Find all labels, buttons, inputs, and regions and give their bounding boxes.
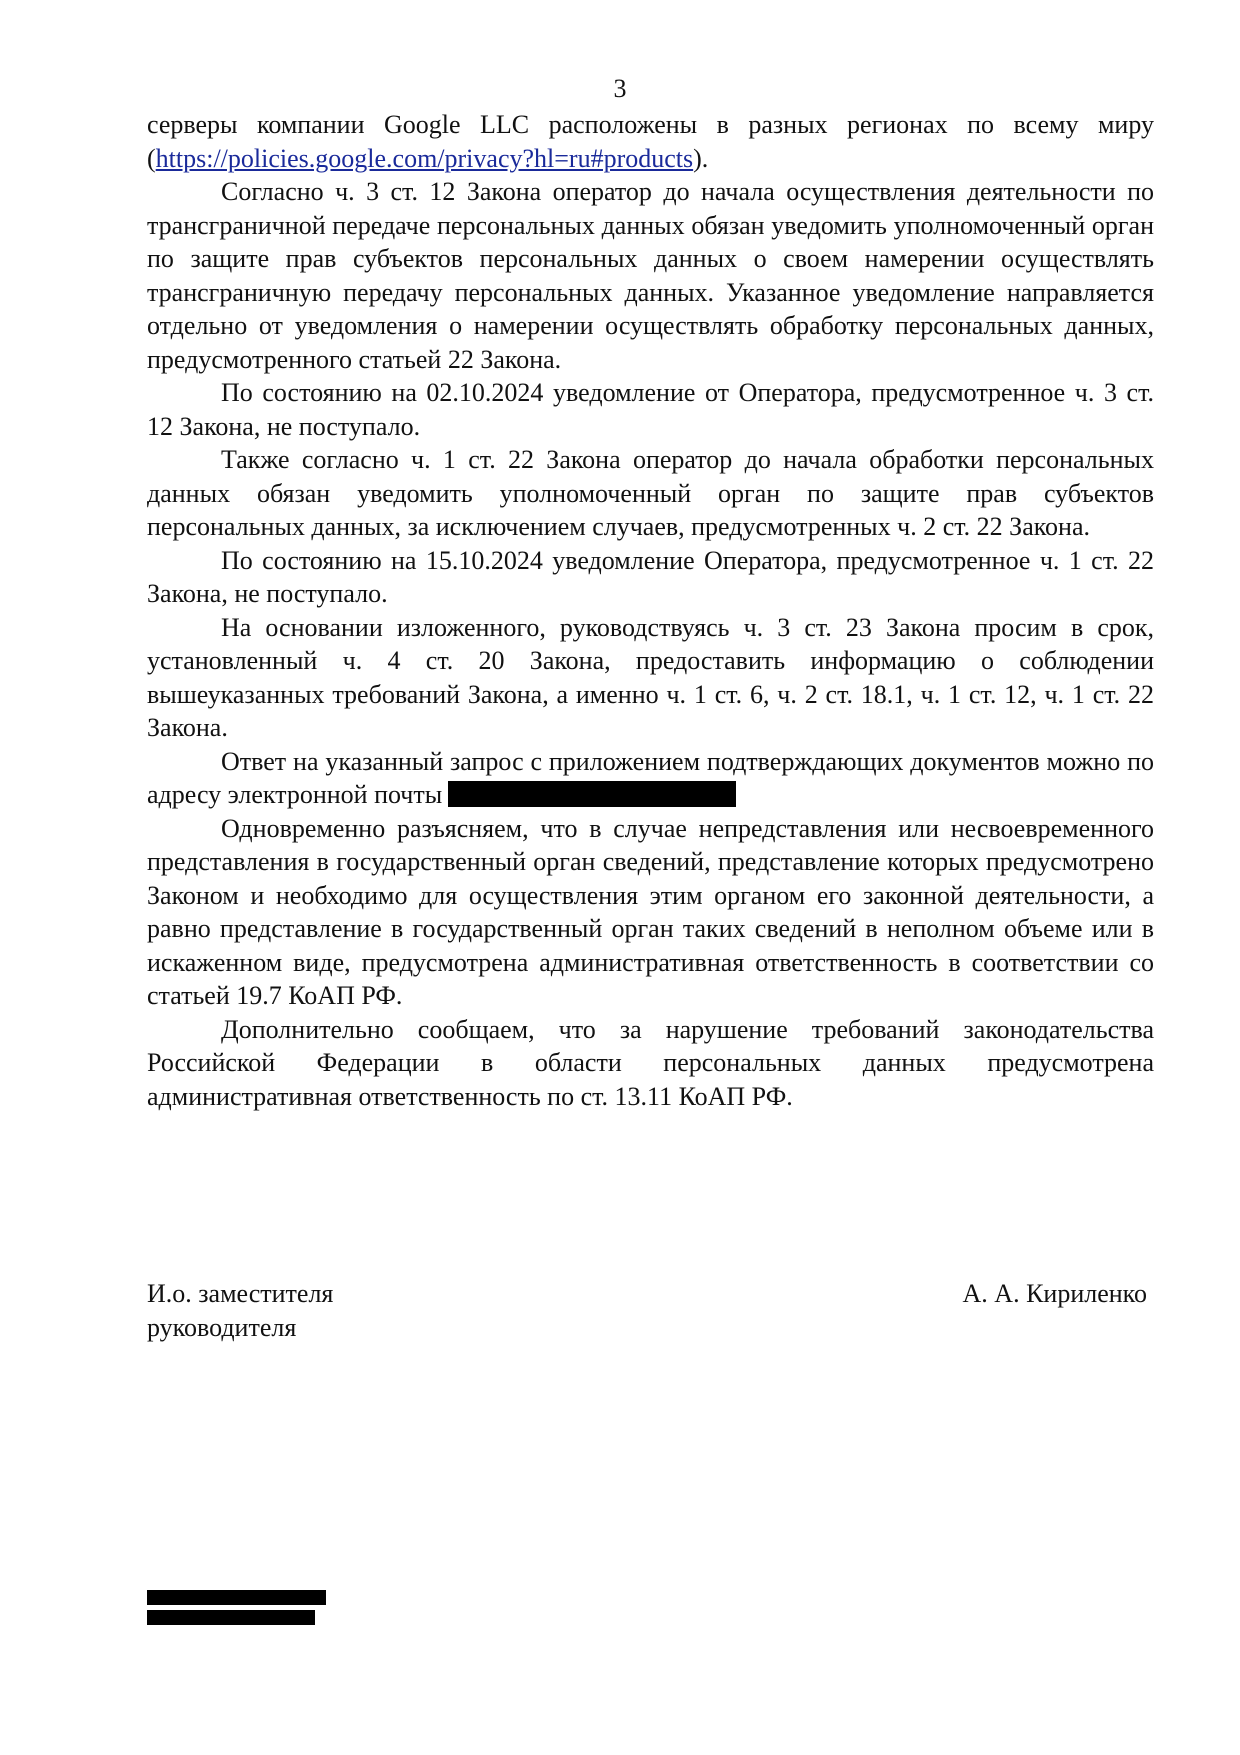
redacted-executor-line1 bbox=[147, 1590, 326, 1605]
signatory-title-line1: И.о. заместителя bbox=[147, 1279, 334, 1308]
paragraph-additional-info: Дополнительно сообщаем, что за нарушение требований законодательства Российской Федерации в области персональных данных предусмотрена административная ответственность по ст. 13.11 КоАП РФ. bbox=[147, 1014, 1154, 1111]
paragraph-servers-text: серверы компании Google LLC расположены в разных регионах по всему миру ( bbox=[147, 110, 1154, 173]
page-number: 3 bbox=[613, 74, 627, 103]
redacted-email bbox=[448, 781, 736, 807]
paragraph-reply-address bbox=[147, 745, 1154, 812]
paragraph-request: На основании изложенного, руководствуясь ч. 3 ст. 23 Закона просим в срок, установленный ч. 4 ст. 20 Закона, предоставить информацию о соблюдении вышеуказанных требований Закона, а именно ч. 1 ст. 6, ч. 2 ст. 18.1, ч. 1 ст. 12, ч. 1 ст. 22 Закона. bbox=[147, 612, 1154, 742]
paragraph-liability-notice: Одновременно разъясняем, что в случае непредставления или несвоевременного представления в государственный орган сведений, представление которых предусмотрено Законом и необходимо для осуществления этим органом его законной деятельности, а равно представление в государственный орган таких сведений в неполном объеме или в искаженном виде, предусмотрена административная ответственность в соответствии со статьей 19.7 КоАП РФ. bbox=[147, 813, 1154, 1010]
paragraph-reply-address-text: Ответ на указанный запрос с приложением подтверждающих документов можно по адресу электронной почты bbox=[147, 746, 1154, 809]
letter-body bbox=[147, 108, 1154, 1113]
paragraph-processing-notice: Также согласно ч. 1 ст. 22 Закона оператор до начала обработки персональных данных обязан уведомить уполномоченный орган по защите прав субъектов персональных данных, за исключением случаев, предусмотренных ч. 2 ст. 22 Закона. bbox=[147, 445, 1154, 541]
signatory-name: А. А. Кириленко bbox=[962, 1279, 1147, 1308]
paragraph-servers bbox=[147, 108, 1154, 175]
signatory-title-line2: руководителя bbox=[147, 1312, 297, 1342]
paragraph-status-0210: По состоянию на 02.10.2024 уведомление от Оператора, предусмотренное ч. 3 ст. 12 Закона, не поступало. bbox=[147, 378, 1154, 441]
redacted-executor-line2 bbox=[147, 1610, 315, 1625]
signatory-title bbox=[147, 1277, 547, 1344]
paragraph-servers-tail: ). bbox=[693, 143, 709, 173]
google-privacy-link[interactable]: https://policies.google.com/privacy?hl=ru#products bbox=[155, 143, 694, 173]
paragraph-status-1510: По состоянию на 15.10.2024 уведомление Оператора, предусмотренное ч. 1 ст. 22 Закона, не поступало. bbox=[147, 545, 1154, 608]
paragraph-cross-border-notice: Согласно ч. 3 ст. 12 Закона оператор до начала осуществления деятельности по трансграничной передаче персональных данных обязан уведомить уполномоченный орган по защите прав субъектов персональных данных о своем намерении осуществлять трансграничную передачу персональных данных. Указанное уведомление направляется отдельно от уведомления о намерении осуществлять обработку персональных данных, предусмотренного статьей 22 Закона. bbox=[147, 177, 1154, 374]
